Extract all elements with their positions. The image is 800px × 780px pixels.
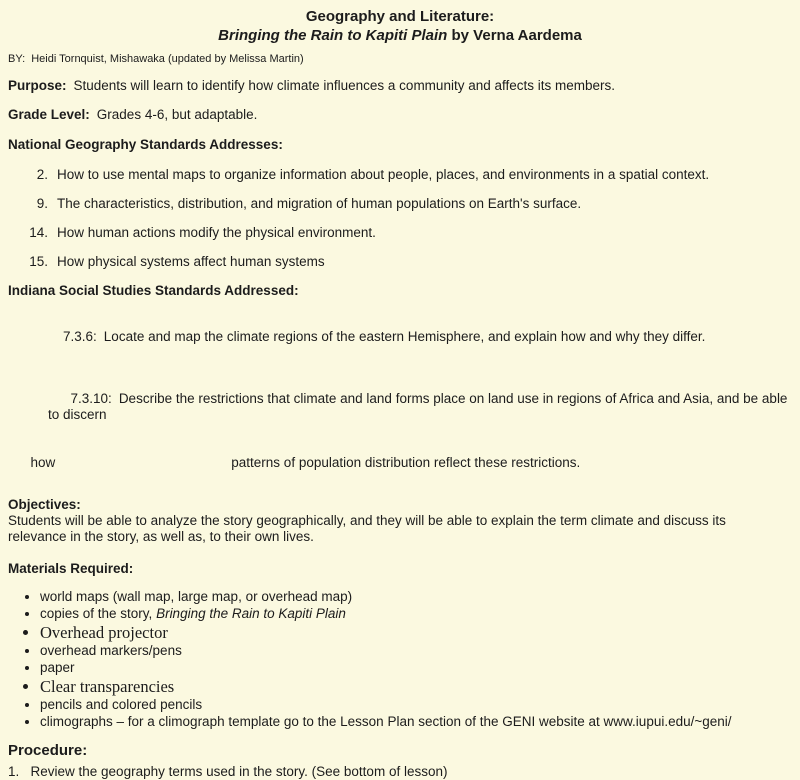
grade-level-paragraph bbox=[8, 107, 792, 123]
material-item-markers: • overhead markers/pens bbox=[40, 643, 792, 659]
standard-item-15 bbox=[8, 254, 792, 269]
wrap-word: how bbox=[30, 455, 56, 470]
indiana-standard-7310-line2 bbox=[8, 439, 792, 487]
indiana-standard-text: Locate and map the climate regions of the eastern Hemisphere, and explain how and why they differ. bbox=[103, 329, 706, 344]
materials-heading: Materials Required: bbox=[8, 561, 134, 576]
material-item-world-maps: • world maps (wall map, large map, or overhead map) bbox=[40, 589, 792, 605]
purpose-label: Purpose: bbox=[8, 78, 67, 93]
standard-item-2 bbox=[8, 167, 792, 182]
indiana-standard-text-first: Describe the restrictions that climate and land forms place on land use in regions of Africa and Asia, and be able to discern bbox=[48, 391, 792, 422]
title-line-1: Geography and Literature: bbox=[305, 8, 495, 25]
indiana-standard-736 bbox=[8, 313, 792, 361]
indiana-standard-7310-line1 bbox=[8, 375, 792, 439]
indiana-standard-7310 bbox=[8, 375, 792, 487]
material-text: copies of the story, bbox=[40, 606, 157, 621]
standard-text: How to use mental maps to organize information about people, places, and environments in a spatial context. bbox=[57, 167, 710, 182]
indiana-standard-text-second: patterns of population distribution reflect these restrictions. bbox=[231, 455, 581, 470]
material-item-overhead-projector: • Overhead projector bbox=[40, 623, 792, 642]
standard-number: 14. bbox=[29, 225, 48, 240]
page-title bbox=[8, 7, 792, 45]
byline: BY: Heidi Tornquist, Mishawaka (updated by Melissa Martin) bbox=[8, 53, 304, 65]
procedure-step-1: 1. Review the geography terms used in the story. (See bottom of lesson) bbox=[8, 764, 448, 779]
standard-number: 2. bbox=[36, 167, 48, 182]
standard-number: 9. bbox=[36, 196, 48, 211]
standard-text: The characteristics, distribution, and migration of human populations on Earth's surface. bbox=[57, 196, 582, 211]
material-item-paper: • paper bbox=[40, 660, 792, 676]
purpose-paragraph bbox=[8, 78, 792, 94]
title-book-name: Bringing the Rain to Kapiti Plain bbox=[218, 27, 448, 44]
purpose-text: Students will learn to identify how climate influences a community and affects its members. bbox=[73, 78, 616, 93]
procedure-heading: Procedure: bbox=[8, 742, 88, 759]
objectives-heading: Objectives: bbox=[8, 497, 81, 512]
title-line-2 bbox=[8, 26, 792, 45]
material-item-pencils: • pencils and colored pencils bbox=[40, 697, 792, 713]
standard-item-9 bbox=[8, 196, 792, 211]
indiana-standard-number: 7.3.6: bbox=[63, 329, 97, 344]
material-item-climographs: • climographs – for a climograph template go to the Lesson Plan section of the GENI website at www.iupui.edu/~geni/ bbox=[40, 714, 792, 730]
standard-text: How physical systems affect human systems bbox=[57, 254, 325, 269]
grade-level-text: Grades 4-6, but adaptable. bbox=[96, 107, 258, 122]
materials-list bbox=[40, 589, 792, 730]
grade-level-label: Grade Level: bbox=[8, 107, 90, 122]
indiana-standard-number: 7.3.10: bbox=[70, 391, 112, 406]
standard-item-14 bbox=[8, 225, 792, 240]
material-item-transparencies: • Clear transparencies bbox=[40, 677, 792, 696]
national-geography-standards-list bbox=[8, 167, 792, 269]
book-title: Bringing the Rain to Kapiti Plain bbox=[156, 606, 346, 621]
national-geography-standards-heading: National Geography Standards Addresses: bbox=[8, 137, 283, 152]
objectives-text: Students will be able to analyze the story geographically, and they will be able to explain the term climate and discuss its relevance in the story, as well as, to their own lives. bbox=[8, 513, 726, 544]
standard-text: How human actions modify the physical environment. bbox=[57, 225, 376, 240]
standard-number: 15. bbox=[29, 254, 48, 269]
material-item-story-copies bbox=[40, 606, 792, 622]
indiana-standards-heading: Indiana Social Studies Standards Addressed: bbox=[8, 283, 299, 298]
title-author: by Verna Aardema bbox=[447, 27, 582, 44]
